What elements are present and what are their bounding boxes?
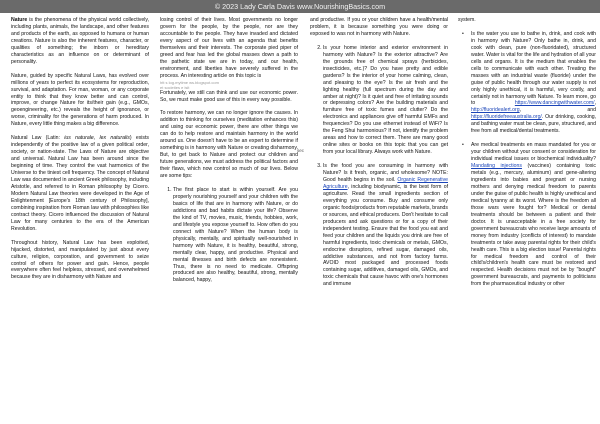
history-paragraph: Throughout history, Natural Law has been exploited, hijacked, distorted, and manipulated by just about every culture, religion, corporation, and government to seize control of others for power and gain. Hence, people everywhere often feel helpless, stressed, and overwhelmed because they are in disharmony with Nature and — [11, 239, 149, 281]
fluoride-free-australia-link[interactable]: https://fluoridefreeaustralia.org/ — [471, 114, 542, 121]
governments-paragraph: losing control of their lives. Most governments no longer govern for the people, by the people, nor are they accountable to the people. They have invaded and dictated every aspect of our lives with an agenda that benefits themselves and their interests. The corporate pied piper of greed and fear has led the global masses down a path to the pathetic state we are in today, and our health, environment, and liberties have severely suffered in the process. An interesting article on this topic is htt s log.mytime ws.blogspot.com et societies e isit Fortunately, we still can think and use our economic power. So, we must make good use of this in every way possible. — [160, 17, 298, 103]
list-item: 1. The first place to start is within yourself. Are you properly nourishing yourself and your children with the basics of life that are in harmony with Nature, or do addictions and bad habits dictate your life? Observe the kind of TV, movies, music, friends, hobbies, work, and lifestyle you expose yourself to. How often do you connect with Nature? When the human body is physically, mentally, and spiritually well-nourished in harmony with Nature, it is healthy, beautiful, strong, mentally clear, happy, and productive. Physical and mental illnesses and birth defects are nonexistent. Thus, there is no need to medicate. Offspring produced are also healthy, beautiful, strong, mentally balanced, happy, — [173, 187, 298, 284]
tips-list-continued — [310, 45, 448, 288]
list-item: • Are medical treatments en mass mandated for you or your children without your consent or consideration for individual medical issues or biochemical individuality? Mandating injections (vaccines) containing toxic metals (e.g., mercury, aluminum) and gene-altering ingredients into babies and pregnant or nursing mothers and denying medical freedom to parents under the guise of public health is highly unethical and medical tyranny at its worst. Where is the freedom all those wars were fought for? Medical or dental treatments should be between a patient and their doctor. It is unacceptable in a free society for government bureaucrats who receive large amounts of money from industry (conflicts of interest) to mandate treatments or take away parental rights for their child's health care. This is a big election issue! Parental rights for medical freedom and control of their child's/children's health care must be restored and respected. Health decisions must not be by "bought" government bureaucrats, and payments to politicians from the pharmaceutical industry or other — [471, 142, 596, 288]
copyright-text: © 2023 Lady Carla Davis www.NourishingBasics.com — [214, 2, 386, 11]
column-1 — [11, 17, 149, 288]
tips-list — [160, 187, 298, 284]
column-3 — [310, 17, 448, 295]
mandating-injections-link[interactable]: Mandating injections — [471, 163, 522, 170]
fluoride-alert-link[interactable]: http://fluoridealert.org — [471, 107, 520, 114]
margin-fragment: sec — [297, 148, 305, 153]
latin-term: ius naturale, lex naturalis — [64, 135, 130, 142]
list-item: • Is the water you use to bathe in, drink, and cook with in harmony with Nature? Only bathe in, drink, and cook with clean, pure (non-fluoridated), structured water. Water is vital for the life and hydration of all your cells and organs. It is the medium that enables the cells to communicate with each other. Treating the masses with an industrial waste (fluoride) under the guise of public health through our water supply is not only highly unethical, it is harmful, very costly, and certainly not in harmony with Nature. To learn more, go to https://www.dancingwithwater.com/, http://fluoridealert.org, and https://fluoridefreeaustralia.org/. Our drinking, cooking, and bathing water must be clean, pure, structured, and free from all medical/dental treatments. — [471, 31, 596, 135]
column-4 — [458, 17, 596, 295]
nature-definition-paragraph: Nature is the phenomena of the physical world collectively, including plants, animals, the landscape, and other features and products of the earth, as opposed to humans or human creations. Nature is also the inherent features, character, or qualities of something; the inborn or hereditary characteristics as an influence on or determinant of personality. — [11, 17, 149, 65]
continued-paragraph: and productive. If you or your children have a health/mental problem, it is because something you were doing or exposed to was not in harmony with Nature. — [310, 17, 448, 37]
continued-paragraph: system. — [458, 17, 476, 23]
copyright-header-bar — [0, 0, 600, 13]
list-item: 2. Is your home interior and exterior environment in harmony with Nature? Is the exterior attractive? Are the grounds free of chemical sprays (herbicides, insecticides, etc.)? Do you have pretty and edible gardens? Is the interior of your home calming, clean, and pleasing to the eye? Is the air fresh and the lighting healthy (full spectrum during the day and amber at night)? Is it quiet and free of irritating sounds or depressing colors? Are the building materials and furniture free of toxic fumes and clutter? Do the electronics and appliances give off harmful EMFs and frequencies? Do you use ethernet instead of WiFi? Is the Feng Shui harmonious? If not, identify the problem areas and how to correct them. There are many good online sites or books on this topic that you can get from your local library. Always work with Nature. — [323, 45, 448, 156]
restore-harmony-paragraph: To restore harmony, we can no longer ignore the causes. In addition to thinking for ourselves (meditation enhances this) and using our economic power, there are other things we can do to help restore and maintain harmony in the world around us. One doesn't have to be an expert to determine if something is in harmony with Nature or creating disharmony. But, to get back to Nature and protect our children and future generations, we must address the political factors and their flaws, which now control so much of our lives. Below are some tips: — [160, 110, 298, 180]
bullet-list — [458, 31, 596, 288]
organic-agriculture-link[interactable]: Organic Regenerative Agriculture — [323, 177, 448, 190]
nature-term: Nature — [11, 17, 28, 23]
column-2 — [160, 17, 298, 291]
nature-laws-paragraph: Nature, guided by specific Natural Laws, has evolved over millions of years to perfect its ecosystems for reproduction, survival, and adaptation. For man, woman, or any corporate entity to think that they know better and can control, improve, or change Nature for its/their gain (e.g., GMOs, geoengineering, etc.) reveals the height of ignorance, or worse, criminality for the generations of harm produced. In Nature, every little thing makes a big difference. — [11, 72, 149, 128]
obscured-link-text: htt s log.mytime ws.blogspot.com et societies e isit — [160, 79, 219, 90]
dancing-with-water-link[interactable]: https://www.dancingwithwater.com/ — [514, 100, 595, 107]
natural-law-paragraph: Natural Law (Latin: ius naturale, lex naturalis) exists independently of the positive law of a given political order, society, or nation-state. The Laws of Nature are objective and universal. Natural Law has been around since the beginning of time. They control the vast harmonics of the Universe to the tiniest cell frequency. The concept of Natural Law was documented in ancient Greek philosophy, including Aristotle, and referred to in Roman philosophy by Cicero. Modern Natural Law theories were developed in the Age of Enlightenment [Europe's 18th century of Philosophy], combining inspiration from Roman law with philosophies like contract theory. Cicero influenced the discussion of Natural Law for many centuries to the era of the American Revolution. — [11, 135, 150, 232]
list-item: 3. Is the food you are consuming in harmony with Nature? Is it fresh, organic, and wholesome? NOTE: Good health begins in the soil. Organic Regenerative Agriculture, including biodynamic, is the best form of agriculture. Read the small ingredients section of everything you consume. Buy and consume only organic foods/products from reputable markets, brands or sources, and ethical producers. Don't hesitate to call producers and ask questions or for a copy of their independent testing. Ensure that the food you eat and feed your children and the liquids you drink are free of harmful ingredients, toxic chemicals or metals, GMOs, endocrine disruptors, refined sugar, damaged oils, addictive substances, and not from factory farms. AVOID most packaged and processed foods containing sugar, additives, damaged oils, GMOs, and toxic chemicals that cause havoc with one's hormones and immune — [323, 163, 448, 288]
